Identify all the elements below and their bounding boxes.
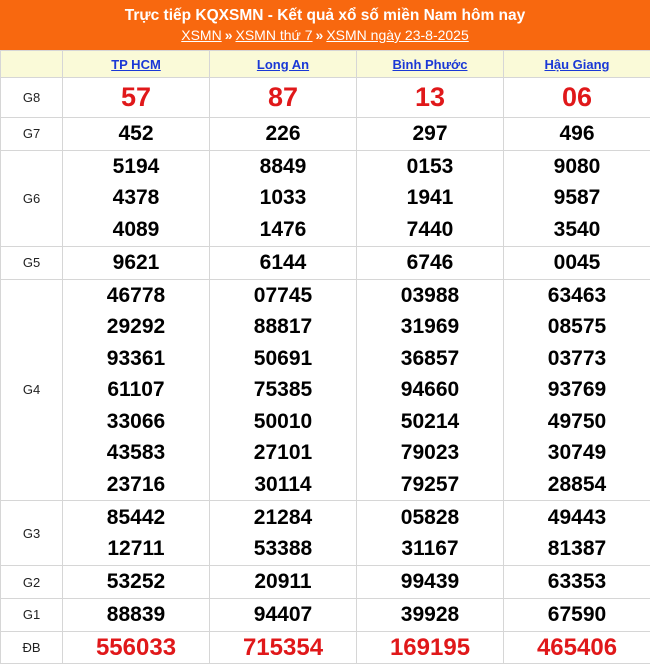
- prize-row-g3: [1, 501, 650, 566]
- prize-number: 4089: [63, 214, 209, 246]
- prize-cell: [357, 118, 504, 151]
- prize-cell: [63, 118, 210, 151]
- prize-number: 1033: [210, 182, 356, 214]
- prize-number: 87: [210, 82, 356, 114]
- prize-number: 63463: [504, 280, 650, 312]
- prize-cell: [504, 78, 650, 118]
- prize-cell: [357, 78, 504, 118]
- prize-label: G6: [1, 150, 63, 246]
- breadcrumb-separator: »: [316, 27, 324, 43]
- prize-cell: [63, 150, 210, 246]
- prize-number: 9587: [504, 182, 650, 214]
- province-link-long-an[interactable]: Long An: [257, 57, 309, 72]
- breadcrumb-xsmn-thu-7[interactable]: XSMN thứ 7: [235, 27, 312, 43]
- prize-cell: [210, 279, 357, 501]
- prize-cell: [63, 631, 210, 664]
- prize-number: 88839: [63, 599, 209, 631]
- prize-number: 715354: [210, 632, 356, 664]
- prize-cell: [357, 150, 504, 246]
- prize-number: 85442: [63, 502, 209, 534]
- prize-number: 0153: [357, 151, 503, 183]
- prize-number: 67590: [504, 599, 650, 631]
- prize-number: 556033: [63, 632, 209, 664]
- prize-number: 57: [63, 82, 209, 114]
- prize-label: G7: [1, 118, 63, 151]
- prize-row-g4: [1, 279, 650, 501]
- prize-cell: [504, 631, 650, 664]
- prize-cell: [63, 501, 210, 566]
- prize-cell: [210, 78, 357, 118]
- prize-number: 36857: [357, 343, 503, 375]
- prize-cell: [504, 118, 650, 151]
- prize-number: 226: [210, 118, 356, 150]
- prize-number: 93361: [63, 343, 209, 375]
- prize-row-g5: [1, 246, 650, 279]
- prize-cell: [210, 150, 357, 246]
- prize-table-body: [1, 78, 650, 664]
- results-table: [0, 50, 650, 664]
- prize-cell: [210, 118, 357, 151]
- prize-number: 12711: [63, 533, 209, 565]
- prize-number: 3540: [504, 214, 650, 246]
- prize-number: 7440: [357, 214, 503, 246]
- prize-number: 20911: [210, 566, 356, 598]
- prize-cell: [210, 501, 357, 566]
- prize-number: 27101: [210, 437, 356, 469]
- prize-number: 13: [357, 82, 503, 114]
- province-link-binh-phuoc[interactable]: Bình Phước: [393, 57, 468, 72]
- province-header-row: [1, 51, 650, 78]
- prize-number: 297: [357, 118, 503, 150]
- prize-number: 46778: [63, 280, 209, 312]
- breadcrumb-separator: »: [225, 27, 233, 43]
- prize-number: 75385: [210, 374, 356, 406]
- prize-label: G3: [1, 501, 63, 566]
- prize-number: 31969: [357, 311, 503, 343]
- prize-label: G1: [1, 599, 63, 632]
- page-header: [0, 0, 650, 50]
- prize-number: 50691: [210, 343, 356, 375]
- prize-number: 0045: [504, 247, 650, 279]
- prize-number: 496: [504, 118, 650, 150]
- prize-number: 03773: [504, 343, 650, 375]
- prize-number: 23716: [63, 469, 209, 501]
- prize-number: 94407: [210, 599, 356, 631]
- prize-cell: [357, 279, 504, 501]
- prize-number: 9621: [63, 247, 209, 279]
- prize-cell: [504, 150, 650, 246]
- prize-cell: [210, 566, 357, 599]
- prize-number: 94660: [357, 374, 503, 406]
- prize-number: 81387: [504, 533, 650, 565]
- prize-row-g2: [1, 566, 650, 599]
- prize-number: 1476: [210, 214, 356, 246]
- prize-number: 53252: [63, 566, 209, 598]
- header-corner-cell: [1, 51, 63, 78]
- prize-number: 61107: [63, 374, 209, 406]
- prize-number: 30114: [210, 469, 356, 501]
- prize-number: 465406: [504, 632, 650, 664]
- prize-cell: [504, 279, 650, 501]
- prize-number: 6746: [357, 247, 503, 279]
- prize-number: 50010: [210, 406, 356, 438]
- prize-number: 33066: [63, 406, 209, 438]
- prize-number: 8849: [210, 151, 356, 183]
- prize-cell: [357, 631, 504, 664]
- prize-number: 39928: [357, 599, 503, 631]
- prize-cell: [210, 599, 357, 632]
- prize-number: 28854: [504, 469, 650, 501]
- prize-number: 50214: [357, 406, 503, 438]
- prize-number: 169195: [357, 632, 503, 664]
- prize-cell: [63, 599, 210, 632]
- prize-number: 88817: [210, 311, 356, 343]
- prize-label: G4: [1, 279, 63, 501]
- prize-cell: [357, 246, 504, 279]
- prize-number: 43583: [63, 437, 209, 469]
- province-header-cell: [357, 51, 504, 78]
- prize-cell: [63, 246, 210, 279]
- prize-row-g1: [1, 599, 650, 632]
- prize-number: 99439: [357, 566, 503, 598]
- province-link-tp-hcm[interactable]: TP HCM: [111, 57, 161, 72]
- prize-cell: [63, 279, 210, 501]
- prize-number: 08575: [504, 311, 650, 343]
- prize-label: G8: [1, 78, 63, 118]
- province-header-cell: [210, 51, 357, 78]
- breadcrumb: [0, 26, 650, 44]
- prize-number: 29292: [63, 311, 209, 343]
- prize-number: 63353: [504, 566, 650, 598]
- prize-cell: [210, 246, 357, 279]
- prize-number: 03988: [357, 280, 503, 312]
- prize-number: 21284: [210, 502, 356, 534]
- breadcrumb-xsmn-date[interactable]: XSMN ngày 23-8-2025: [326, 27, 468, 43]
- prize-number: 9080: [504, 151, 650, 183]
- prize-number: 53388: [210, 533, 356, 565]
- prize-label: G2: [1, 566, 63, 599]
- prize-cell: [357, 599, 504, 632]
- prize-row-g6: [1, 150, 650, 246]
- province-header-cell: [504, 51, 650, 78]
- breadcrumb-xsmn[interactable]: XSMN: [181, 27, 221, 43]
- prize-number: 05828: [357, 502, 503, 534]
- prize-label: ĐB: [1, 631, 63, 664]
- prize-cell: [63, 78, 210, 118]
- prize-number: 07745: [210, 280, 356, 312]
- prize-number: 1941: [357, 182, 503, 214]
- prize-number: 79023: [357, 437, 503, 469]
- province-header-cell: [63, 51, 210, 78]
- prize-cell: [504, 566, 650, 599]
- prize-number: 31167: [357, 533, 503, 565]
- prize-cell: [504, 599, 650, 632]
- prize-row-db: [1, 631, 650, 664]
- prize-number: 6144: [210, 247, 356, 279]
- prize-number: 30749: [504, 437, 650, 469]
- prize-number: 5194: [63, 151, 209, 183]
- prize-cell: [504, 246, 650, 279]
- prize-cell: [357, 501, 504, 566]
- prize-row-g8: [1, 78, 650, 118]
- prize-number: 79257: [357, 469, 503, 501]
- prize-number: 4378: [63, 182, 209, 214]
- prize-cell: [357, 566, 504, 599]
- prize-number: 06: [504, 82, 650, 114]
- prize-number: 452: [63, 118, 209, 150]
- page-title: Trực tiếp KQXSMN - Kết quả xổ số miền Nam hôm nay: [0, 6, 650, 26]
- prize-number: 49750: [504, 406, 650, 438]
- province-link-hau-giang[interactable]: Hậu Giang: [544, 57, 609, 72]
- prize-cell: [504, 501, 650, 566]
- prize-row-g7: [1, 118, 650, 151]
- prize-cell: [210, 631, 357, 664]
- prize-label: G5: [1, 246, 63, 279]
- prize-number: 93769: [504, 374, 650, 406]
- prize-cell: [63, 566, 210, 599]
- prize-number: 49443: [504, 502, 650, 534]
